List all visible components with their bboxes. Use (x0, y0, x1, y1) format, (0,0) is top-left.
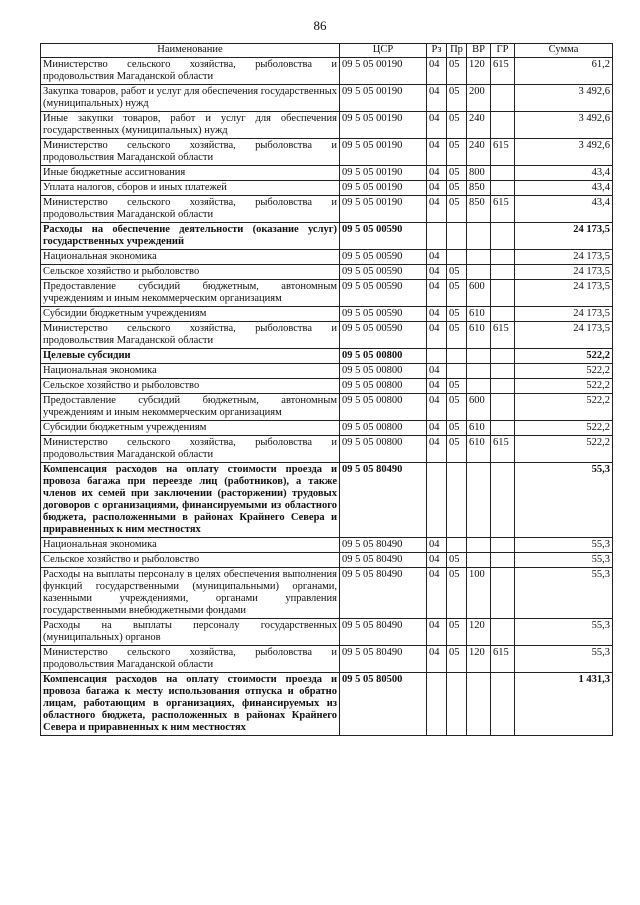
row-pr: 05 (447, 568, 467, 619)
row-sum: 55,3 (515, 568, 613, 619)
row-sum: 522,2 (515, 364, 613, 379)
row-gr (491, 166, 515, 181)
row-vr (467, 364, 491, 379)
row-rz: 04 (427, 553, 447, 568)
row-gr (491, 538, 515, 553)
row-gr (491, 463, 515, 538)
row-name: Субсидии бюджетным учреждениям (41, 421, 340, 436)
row-vr: 240 (467, 112, 491, 139)
row-rz: 04 (427, 421, 447, 436)
row-csr: 09 5 05 80490 (340, 619, 427, 646)
row-pr: 05 (447, 322, 467, 349)
table-row (41, 250, 613, 265)
row-name: Национальная экономика (41, 250, 340, 265)
table-row (41, 112, 613, 139)
row-sum: 24 173,5 (515, 322, 613, 349)
row-vr: 610 (467, 322, 491, 349)
budget-table (40, 43, 613, 736)
row-pr: 05 (447, 166, 467, 181)
row-vr (467, 379, 491, 394)
row-csr: 09 5 05 00590 (340, 250, 427, 265)
table-row (41, 166, 613, 181)
table-row (41, 379, 613, 394)
row-name: Субсидии бюджетным учреждениям (41, 307, 340, 322)
row-name: Компенсация расходов на оплату стоимости проезда и провоза багажа к месту использования отпуска и обратно лицам, работающим в организациях, финансируемых из областного бюджета, расположенных в районах Крайнего Севера и приравненных к ним местностях (41, 673, 340, 736)
row-name: Национальная экономика (41, 364, 340, 379)
table-row (41, 265, 613, 280)
row-vr: 600 (467, 280, 491, 307)
row-csr: 09 5 05 00590 (340, 322, 427, 349)
table-row (41, 349, 613, 364)
table-row (41, 538, 613, 553)
row-csr: 09 5 05 00590 (340, 307, 427, 322)
row-sum: 55,3 (515, 619, 613, 646)
row-vr (467, 349, 491, 364)
row-rz: 04 (427, 166, 447, 181)
row-csr: 09 5 05 00590 (340, 280, 427, 307)
table-row (41, 394, 613, 421)
row-name: Предоставление субсидий бюджетным, автономным учреждениям и иным некоммерческим организациям (41, 394, 340, 421)
row-rz: 04 (427, 112, 447, 139)
row-pr: 05 (447, 436, 467, 463)
table-row (41, 421, 613, 436)
row-csr: 09 5 05 80490 (340, 463, 427, 538)
row-vr: 850 (467, 181, 491, 196)
row-sum: 522,2 (515, 436, 613, 463)
row-gr (491, 379, 515, 394)
row-vr (467, 673, 491, 736)
row-sum: 24 173,5 (515, 223, 613, 250)
row-csr: 09 5 05 00800 (340, 436, 427, 463)
row-rz: 04 (427, 364, 447, 379)
row-pr: 05 (447, 646, 467, 673)
row-csr: 09 5 05 00190 (340, 58, 427, 85)
row-rz (427, 223, 447, 250)
row-pr (447, 538, 467, 553)
row-name: Целевые субсидии (41, 349, 340, 364)
row-rz (427, 673, 447, 736)
row-pr: 05 (447, 307, 467, 322)
row-csr: 09 5 05 00190 (340, 196, 427, 223)
row-rz: 04 (427, 568, 447, 619)
row-rz: 04 (427, 436, 447, 463)
row-name: Закупка товаров, работ и услуг для обеспечения государственных (муниципальных) нужд (41, 85, 340, 112)
row-pr: 05 (447, 196, 467, 223)
row-csr: 09 5 05 00190 (340, 181, 427, 196)
table-row (41, 568, 613, 619)
row-csr: 09 5 05 00590 (340, 265, 427, 280)
row-sum: 24 173,5 (515, 307, 613, 322)
row-rz (427, 349, 447, 364)
row-sum: 43,4 (515, 196, 613, 223)
row-name: Министерство сельского хозяйства, рыболовства и продовольствия Магаданской области (41, 436, 340, 463)
header-csr: ЦСР (340, 44, 427, 58)
row-sum: 55,3 (515, 553, 613, 568)
header-vr: ВР (467, 44, 491, 58)
row-pr: 05 (447, 421, 467, 436)
row-gr (491, 265, 515, 280)
table-row (41, 307, 613, 322)
table-row (41, 85, 613, 112)
table-body (41, 58, 613, 736)
row-name: Расходы на обеспечение деятельности (оказание услуг) государственных учреждений (41, 223, 340, 250)
row-csr: 09 5 05 00800 (340, 421, 427, 436)
row-gr (491, 394, 515, 421)
row-vr: 120 (467, 646, 491, 673)
row-gr (491, 181, 515, 196)
row-gr: 615 (491, 196, 515, 223)
row-gr (491, 619, 515, 646)
row-pr: 05 (447, 379, 467, 394)
row-rz: 04 (427, 307, 447, 322)
row-csr: 09 5 05 80490 (340, 568, 427, 619)
table-row (41, 139, 613, 166)
row-vr: 100 (467, 568, 491, 619)
row-csr: 09 5 05 80490 (340, 553, 427, 568)
row-csr: 09 5 05 80500 (340, 673, 427, 736)
row-vr: 610 (467, 436, 491, 463)
row-sum: 3 492,6 (515, 112, 613, 139)
row-csr: 09 5 05 00800 (340, 394, 427, 421)
row-sum: 3 492,6 (515, 85, 613, 112)
row-pr: 05 (447, 181, 467, 196)
row-sum: 43,4 (515, 166, 613, 181)
row-csr: 09 5 05 00800 (340, 364, 427, 379)
row-pr: 05 (447, 85, 467, 112)
row-gr: 615 (491, 322, 515, 349)
row-sum: 55,3 (515, 646, 613, 673)
row-gr (491, 673, 515, 736)
row-vr (467, 538, 491, 553)
header-gr: ГР (491, 44, 515, 58)
table-row (41, 322, 613, 349)
row-pr (447, 364, 467, 379)
row-pr: 05 (447, 139, 467, 166)
row-csr: 09 5 05 00190 (340, 166, 427, 181)
row-sum: 24 173,5 (515, 250, 613, 265)
row-rz: 04 (427, 265, 447, 280)
row-gr (491, 112, 515, 139)
table-row (41, 280, 613, 307)
row-csr: 09 5 05 00190 (340, 139, 427, 166)
row-vr (467, 265, 491, 280)
row-rz: 04 (427, 538, 447, 553)
row-vr: 800 (467, 166, 491, 181)
row-rz: 04 (427, 139, 447, 166)
row-pr: 05 (447, 394, 467, 421)
row-pr: 05 (447, 553, 467, 568)
row-name: Иные закупки товаров, работ и услуг для обеспечения государственных (муниципальных) нужд (41, 112, 340, 139)
row-gr (491, 307, 515, 322)
row-csr: 09 5 05 80490 (340, 538, 427, 553)
row-csr: 09 5 05 00190 (340, 112, 427, 139)
row-gr (491, 223, 515, 250)
row-csr: 09 5 05 00800 (340, 349, 427, 364)
row-csr: 09 5 05 80490 (340, 646, 427, 673)
table-row (41, 553, 613, 568)
row-pr (447, 349, 467, 364)
row-rz: 04 (427, 394, 447, 421)
header-sum: Сумма (515, 44, 613, 58)
row-vr: 120 (467, 58, 491, 85)
row-vr: 240 (467, 139, 491, 166)
row-sum: 522,2 (515, 379, 613, 394)
row-name: Сельское хозяйство и рыболовство (41, 553, 340, 568)
row-gr: 615 (491, 436, 515, 463)
row-sum: 24 173,5 (515, 280, 613, 307)
row-rz: 04 (427, 85, 447, 112)
row-gr (491, 553, 515, 568)
row-gr (491, 568, 515, 619)
row-vr (467, 553, 491, 568)
row-vr: 120 (467, 619, 491, 646)
row-vr: 600 (467, 394, 491, 421)
table-row (41, 463, 613, 538)
row-sum: 55,3 (515, 538, 613, 553)
row-rz: 04 (427, 196, 447, 223)
row-pr (447, 223, 467, 250)
row-sum: 61,2 (515, 58, 613, 85)
row-name: Расходы на выплаты персоналу в целях обеспечения выполнения функций государственными (муниципальными) органами, казенными учреждениями, органами управления государственными внебюджетными фондами (41, 568, 340, 619)
row-pr (447, 463, 467, 538)
row-name: Расходы на выплаты персоналу государственных (муниципальных) органов (41, 619, 340, 646)
row-vr (467, 250, 491, 265)
row-sum: 55,3 (515, 463, 613, 538)
row-name: Министерство сельского хозяйства, рыболовства и продовольствия Магаданской области (41, 322, 340, 349)
row-sum: 43,4 (515, 181, 613, 196)
row-gr (491, 85, 515, 112)
table-header-row (41, 44, 613, 58)
table-row (41, 619, 613, 646)
table-row (41, 436, 613, 463)
row-name: Уплата налогов, сборов и иных платежей (41, 181, 340, 196)
row-vr: 610 (467, 307, 491, 322)
row-name: Сельское хозяйство и рыболовство (41, 265, 340, 280)
row-sum: 522,2 (515, 421, 613, 436)
row-gr (491, 364, 515, 379)
row-name: Компенсация расходов на оплату стоимости проезда и провоза багажа при переезде лиц (работников), а также членов их семей при заключении (расторжении) трудовых договоров с организациями, финансируемыми из областного бюджета, расположенными в районах Крайнего Севера и приравненных к ним местностях (41, 463, 340, 538)
table-row (41, 364, 613, 379)
row-vr: 610 (467, 421, 491, 436)
header-pr: Пр (447, 44, 467, 58)
row-name: Министерство сельского хозяйства, рыболовства и продовольствия Магаданской области (41, 196, 340, 223)
row-sum: 24 173,5 (515, 265, 613, 280)
row-rz (427, 463, 447, 538)
row-sum: 522,2 (515, 394, 613, 421)
row-name: Министерство сельского хозяйства, рыболовства и продовольствия Магаданской области (41, 58, 340, 85)
row-vr (467, 463, 491, 538)
row-vr (467, 223, 491, 250)
row-pr: 05 (447, 280, 467, 307)
row-gr (491, 349, 515, 364)
row-sum: 522,2 (515, 349, 613, 364)
row-pr (447, 250, 467, 265)
row-name: Предоставление субсидий бюджетным, автономным учреждениям и иным некоммерческим организациям (41, 280, 340, 307)
table-row (41, 181, 613, 196)
table-row (41, 196, 613, 223)
row-gr: 615 (491, 139, 515, 166)
row-rz: 04 (427, 322, 447, 349)
row-gr: 615 (491, 646, 515, 673)
row-pr: 05 (447, 112, 467, 139)
row-name: Министерство сельского хозяйства, рыболовства и продовольствия Магаданской области (41, 139, 340, 166)
table-row (41, 58, 613, 85)
row-rz: 04 (427, 379, 447, 394)
row-csr: 09 5 05 00590 (340, 223, 427, 250)
row-pr: 05 (447, 265, 467, 280)
row-rz: 04 (427, 646, 447, 673)
row-csr: 09 5 05 00800 (340, 379, 427, 394)
table-row (41, 673, 613, 736)
row-pr: 05 (447, 58, 467, 85)
row-rz: 04 (427, 280, 447, 307)
header-rz: Рз (427, 44, 447, 58)
row-gr (491, 421, 515, 436)
row-csr: 09 5 05 00190 (340, 85, 427, 112)
row-name: Национальная экономика (41, 538, 340, 553)
header-name: Наименование (41, 44, 340, 58)
row-sum: 3 492,6 (515, 139, 613, 166)
row-name: Министерство сельского хозяйства, рыболовства и продовольствия Магаданской области (41, 646, 340, 673)
row-sum: 1 431,3 (515, 673, 613, 736)
row-rz: 04 (427, 619, 447, 646)
row-pr (447, 673, 467, 736)
row-vr: 850 (467, 196, 491, 223)
row-vr: 200 (467, 85, 491, 112)
row-name: Иные бюджетные ассигнования (41, 166, 340, 181)
row-gr (491, 280, 515, 307)
page-number: 86 (313, 18, 327, 33)
table-row (41, 223, 613, 250)
row-pr: 05 (447, 619, 467, 646)
table-row (41, 646, 613, 673)
row-gr (491, 250, 515, 265)
row-rz: 04 (427, 250, 447, 265)
row-gr: 615 (491, 58, 515, 85)
row-name: Сельское хозяйство и рыболовство (41, 379, 340, 394)
row-rz: 04 (427, 181, 447, 196)
row-rz: 04 (427, 58, 447, 85)
